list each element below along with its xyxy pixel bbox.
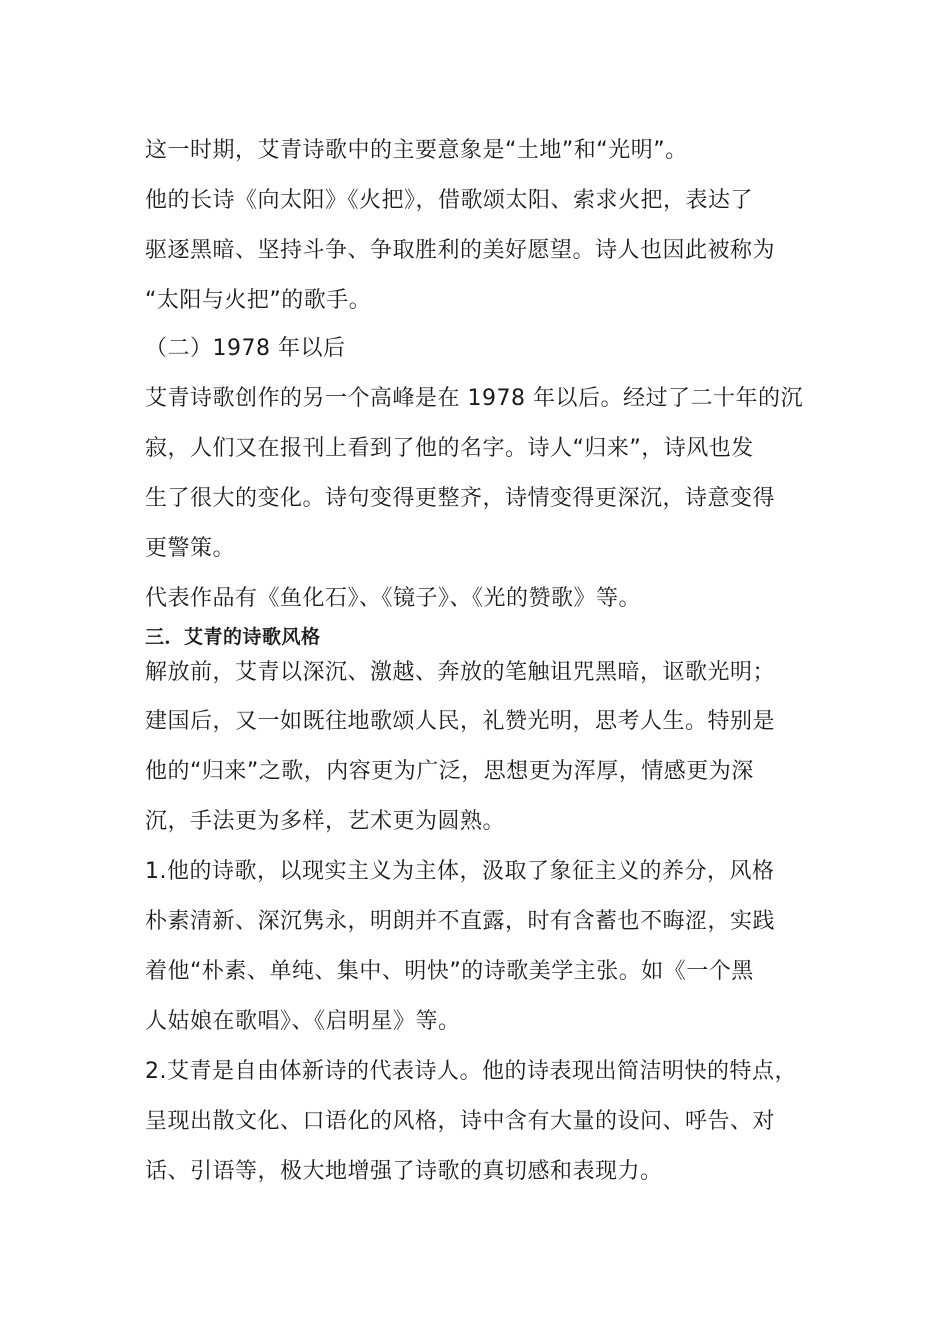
paragraph-line: 2.艾青是自由体新诗的代表诗人。他的诗表现出简洁明快的特点， (145, 1059, 797, 1084)
paragraph-line: 解放前，艾青以深沉、激越、奔放的笔触诅咒黑暗，讴歌光明； (145, 660, 776, 685)
paragraph-line: 更警策。 (145, 536, 236, 561)
paragraph-line: 艾青诗歌创作的另一个高峰是在 1978 年以后。经过了二十年的沉 (145, 386, 803, 411)
section-heading: 三．艾青的诗歌风格 (145, 626, 321, 648)
paragraph-line: 建国后，又一如既往地歌颂人民，礼赞光明，思考人生。特别是 (145, 709, 776, 734)
paragraph-line: 着他“朴素、单纯、集中、明快”的诗歌美学主张。如《一个黑 (145, 959, 754, 984)
paragraph-line: 他的“归来”之歌，内容更为广泛，思想更为浑厚，情感更为深 (145, 759, 754, 784)
paragraph-line: “太阳与火把”的歌手。 (145, 288, 372, 313)
paragraph-line: 朴素清新、深沉隽永，明朗并不直露，时有含蓄也不晦涩，实践 (145, 909, 776, 934)
paragraph-line: 他的长诗《向太阳》《火把》，借歌颂太阳、索求火把，表达了 (145, 188, 754, 213)
section-subheading: （二）1978 年以后 (145, 336, 346, 361)
paragraph-line: 呈现出散文化、口语化的风格，诗中含有大量的设问、呼告、对 (145, 1109, 776, 1134)
paragraph-line: 人姑娘在歌唱》、《启明星》等。 (145, 1009, 461, 1034)
paragraph-line: 驱逐黑暗、坚持斗争、争取胜利的美好愿望。诗人也因此被称为 (145, 238, 776, 263)
paragraph-line: 沉，手法更为多样，艺术更为圆熟。 (145, 809, 506, 834)
paragraph-line: 话、引语等，极大地增强了诗歌的真切感和表现力。 (145, 1159, 663, 1184)
paragraph-line: 寂，人们又在报刊上看到了他的名字。诗人“归来”，诗风也发 (145, 436, 754, 461)
paragraph-line: 1.他的诗歌，以现实主义为主体，汲取了象征主义的养分，风格 (145, 859, 775, 884)
paragraph-line: 生了很大的变化。诗句变得更整齐，诗情变得更深沉，诗意变得 (145, 486, 776, 511)
paragraph-line: 代表作品有《鱼化石》、《镜子》、《光的赞歌》等。 (145, 586, 642, 611)
paragraph-line: 这一时期，艾青诗歌中的主要意象是“土地”和“光明”。 (145, 138, 688, 163)
